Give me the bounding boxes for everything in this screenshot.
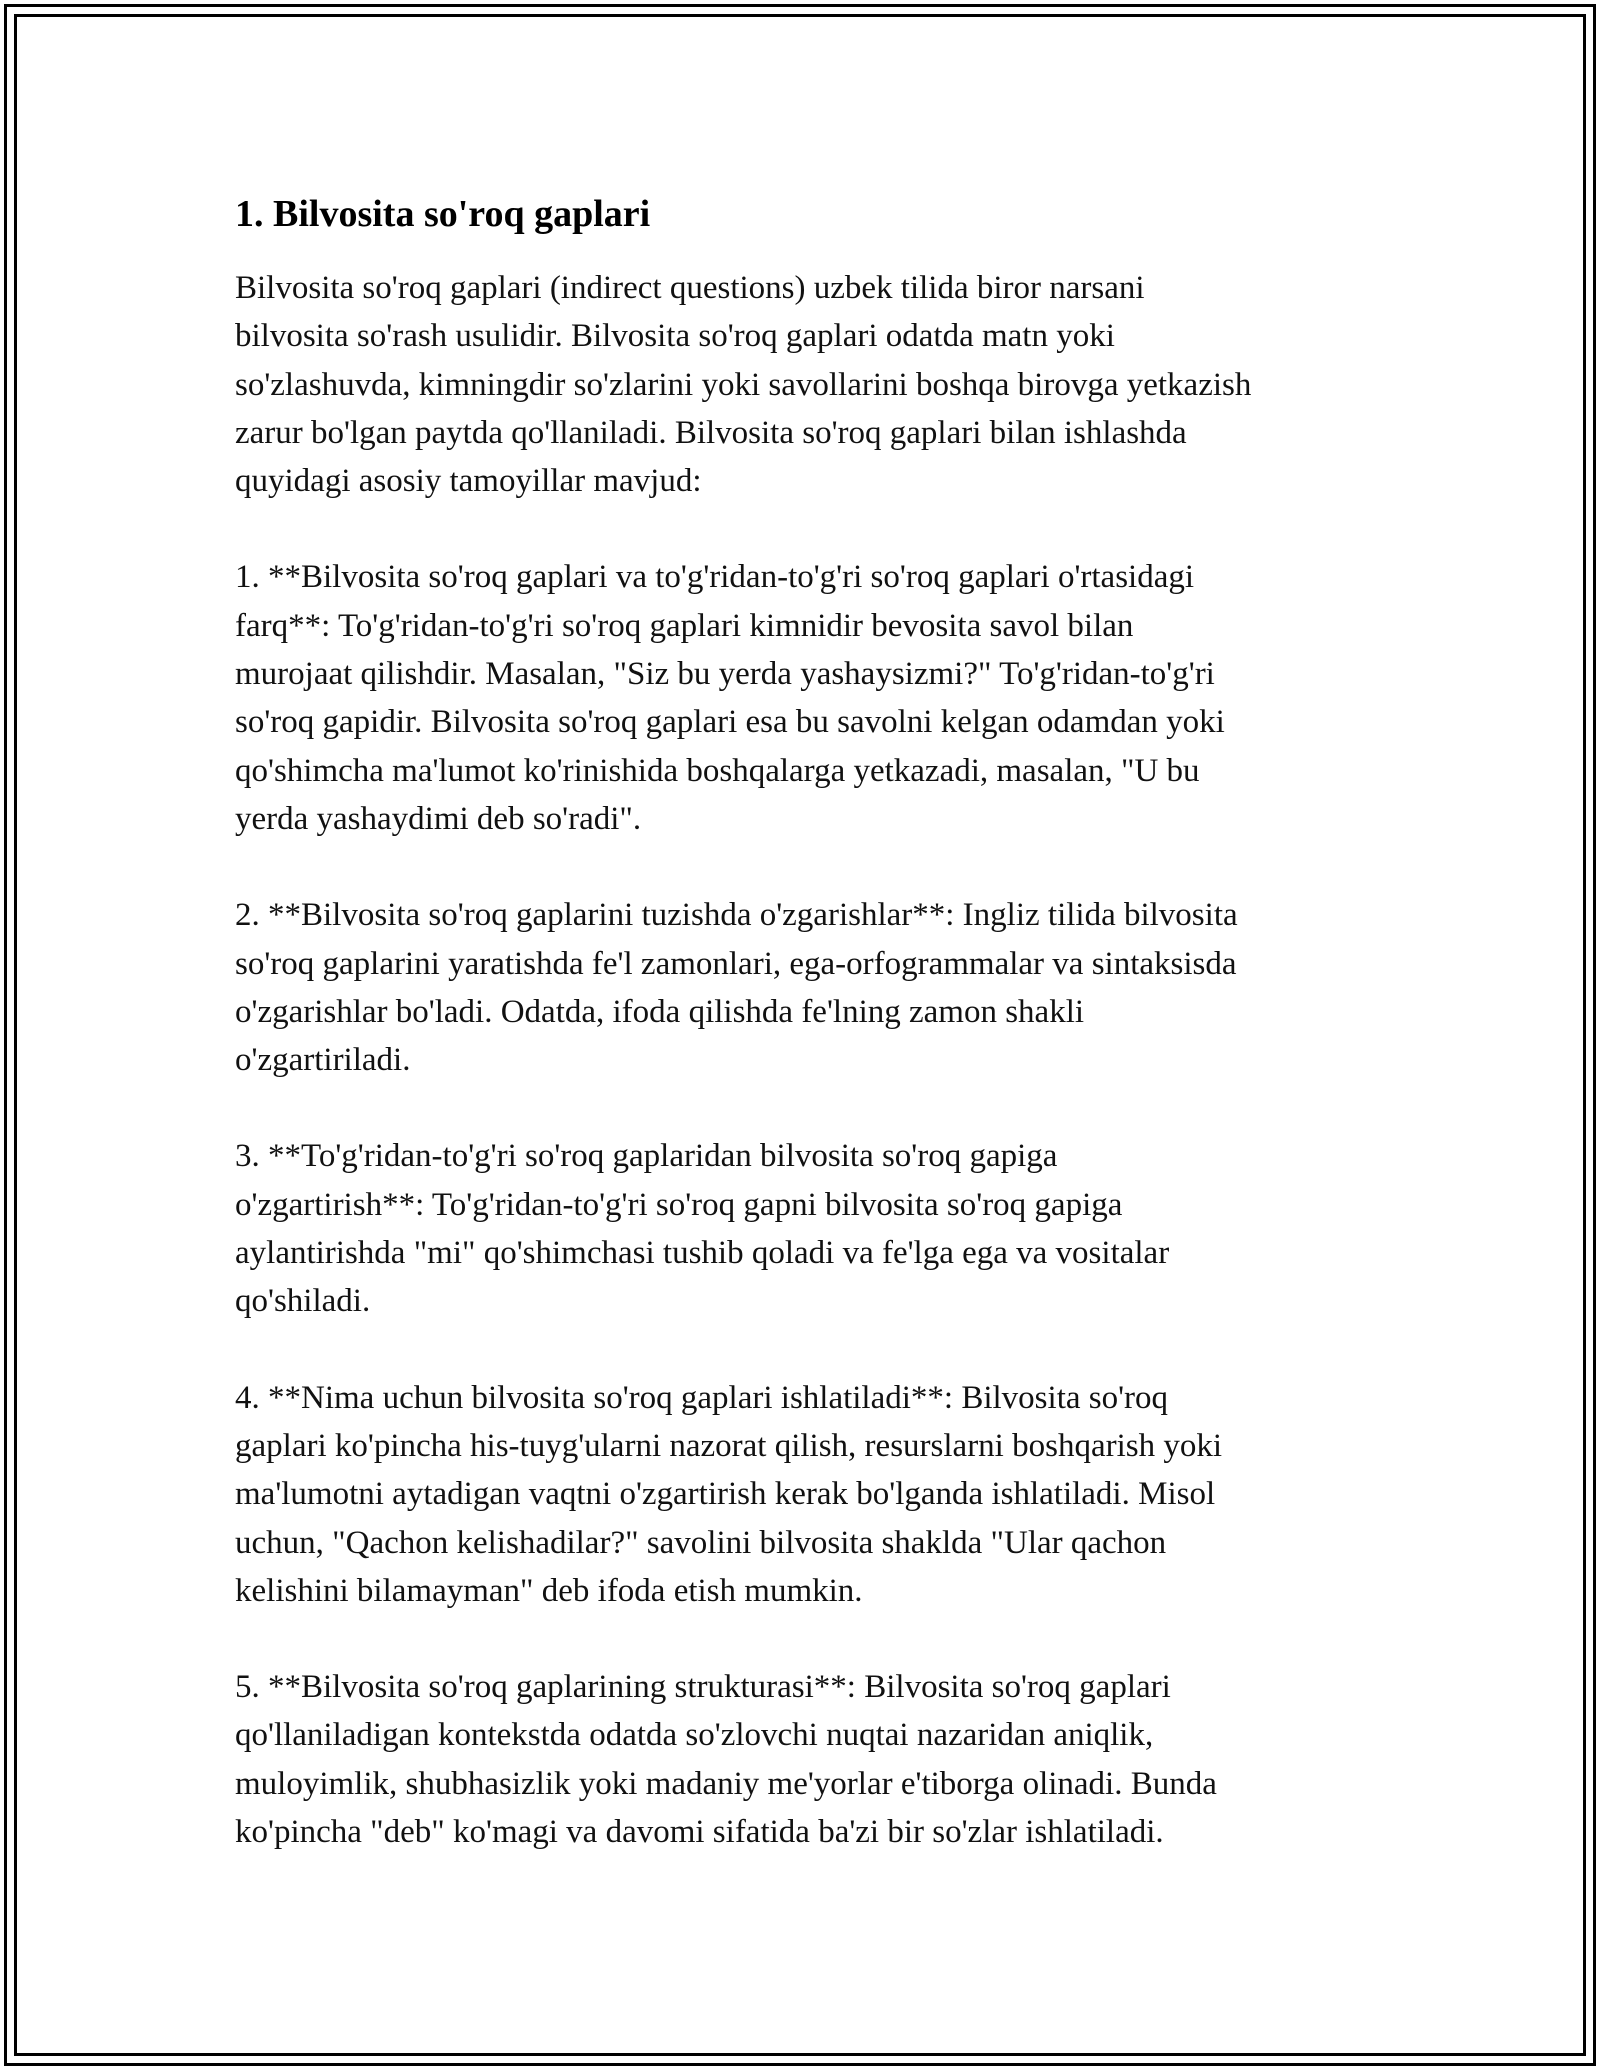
- list-item-1: 1. **Bilvosita so'roq gaplari va to'g'ridan-to'g'ri so'roq gaplari o'rtasidagi farq**: To'g'ridan-to'g'ri so'roq gaplari kimnidir bevosita savol bilan murojaat qilishdir. Masalan, "Siz bu yerda yashaysizmi?" To'g'ridan-to'g'ri so'roq gapidir. Bilvosita so'roq gaplari esa bu savolni kelgan odamdan yoki qo'shimcha ma'lumot ko'rinishida boshqalarga yetkazadi, masalan, "U bu yerda yashaydimi deb so'radi".: [235, 559, 1225, 837]
- list-item-5: 5. **Bilvosita so'roq gaplarining strukturasi**: Bilvosita so'roq gaplari qo'llaniladigan kontekstda odatda so'zlovchi nuqtai nazaridan aniqlik, muloyimlik, shubhasizlik yoki madaniy me'yorlar e'tiborga olinadi. Bunda ko'pincha "deb" ko'magi va davomi sifatida ba'zi bir so'zlar ishlatiladi.: [235, 1669, 1217, 1851]
- intro-paragraph: Bilvosita so'roq gaplari (indirect questions) uzbek tilida biror narsani bilvosita so'rash usulidir. Bilvosita so'roq gaplari odatda matn yoki so'zlashuvda, kimningdir so'zlarini yoki savollarini boshqa birovga yetkazish zarur bo'lgan paytda qo'llaniladi. Bilvosita so'roq gaplari bilan ishlashda quyidagi asosiy tamoyillar mavjud:: [235, 270, 1252, 500]
- list-item-4: 4. **Nima uchun bilvosita so'roq gaplari ishlatiladi**: Bilvosita so'roq gaplari ko'pincha his-tuyg'ularni nazorat qilish, resurslarni boshqarish yoki ma'lumotni aytadigan vaqtni o'zgartirish kerak bo'lganda ishlatiladi. Misol uchun, "Qachon kelishadilar?" savolini bilvosita shaklda "Ular qachon kelishini bilamayman" deb ifoda etish mumkin.: [235, 1379, 1223, 1609]
- document-body: [235, 188, 1375, 1904]
- list-item-3: 3. **To'g'ridan-to'g'ri so'roq gaplaridan bilvosita so'roq gapiga o'zgartirish**: To'g'ridan-to'g'ri so'roq gapni bilvosita so'roq gapiga aylantirishda "mi" qo'shimchasi tushib qoladi va fe'lga ega va vositalar qo'shiladi.: [235, 1138, 1170, 1320]
- section-heading: 1. Bilvosita so'roq gaplari: [235, 193, 651, 235]
- list-item-2: 2. **Bilvosita so'roq gaplarini tuzishda o'zgarishlar**: Ingliz tilida bilvosita so'roq gaplarini yaratishda fe'l zamonlari, ega-orfogrammalar va sintaksisda o'zgarishlar bo'ladi. Odatda, ifoda qilishda fe'lning zamon shakli o'zgartiriladi.: [235, 897, 1238, 1079]
